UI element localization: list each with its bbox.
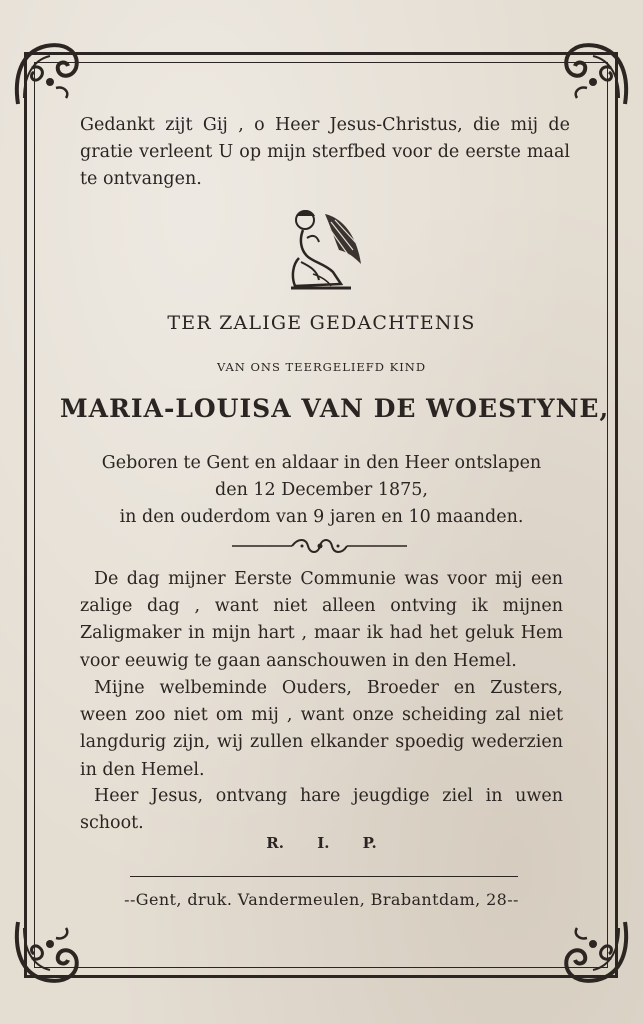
corner-ornament-icon: [559, 914, 633, 988]
printer-imprint: --Gent, druk. Vandermeulen, Brabantdam, 28--: [124, 890, 519, 909]
corner-ornament-icon: [10, 914, 84, 988]
ornamental-divider-icon: [232, 536, 407, 556]
divider-rule: [130, 876, 518, 877]
heading: TER ZALIGE GEDACHTENIS: [167, 312, 476, 334]
rip-text: R. I. P.: [266, 834, 377, 852]
kneeling-angel-icon: [273, 200, 369, 296]
corner-ornament-icon: [559, 38, 633, 112]
paragraph-closing-prayer: Heer Jesus, ontvang hare jeugdige ziel in uwen schoot.: [80, 786, 563, 834]
birth-line-1: Geboren te Gent en aldaar in den Heer ontslapen: [101, 453, 542, 473]
birth-line-3: in den ouderdom van 9 jaren en 10 maanden.: [119, 507, 524, 527]
paragraph-communion: De dag mijner Eerste Communie was voor mij een zalige dag , want niet alleen ontving ik mijnen Zaligmaker in mijn hart , maar ik had het geluk Hem voor eeuwig te gaan aanschouwen in den Hemel.: [80, 569, 563, 671]
corner-ornament-icon: [10, 38, 84, 112]
deceased-name: MARIA-LOUISA VAN DE WOESTYNE,: [60, 394, 610, 423]
subheading: VAN ONS TEERGELIEFD KIND: [216, 360, 427, 374]
birth-death-info: [60, 450, 583, 531]
birth-line-2: den 12 December 1875,: [215, 480, 428, 500]
paragraph-family: Mijne welbeminde Ouders, Broeder en Zusters, ween zoo niet om mij , want onze scheiding zal niet langdurig zijn, wij zullen elkander spoedig wederzien in den Hemel.: [80, 678, 563, 780]
opening-prayer: Gedankt zijt Gij , o Heer Jesus-Christus, die mij de gratie verleent U op mijn sterfbed voor de eerste maal te ontvangen.: [80, 115, 570, 189]
